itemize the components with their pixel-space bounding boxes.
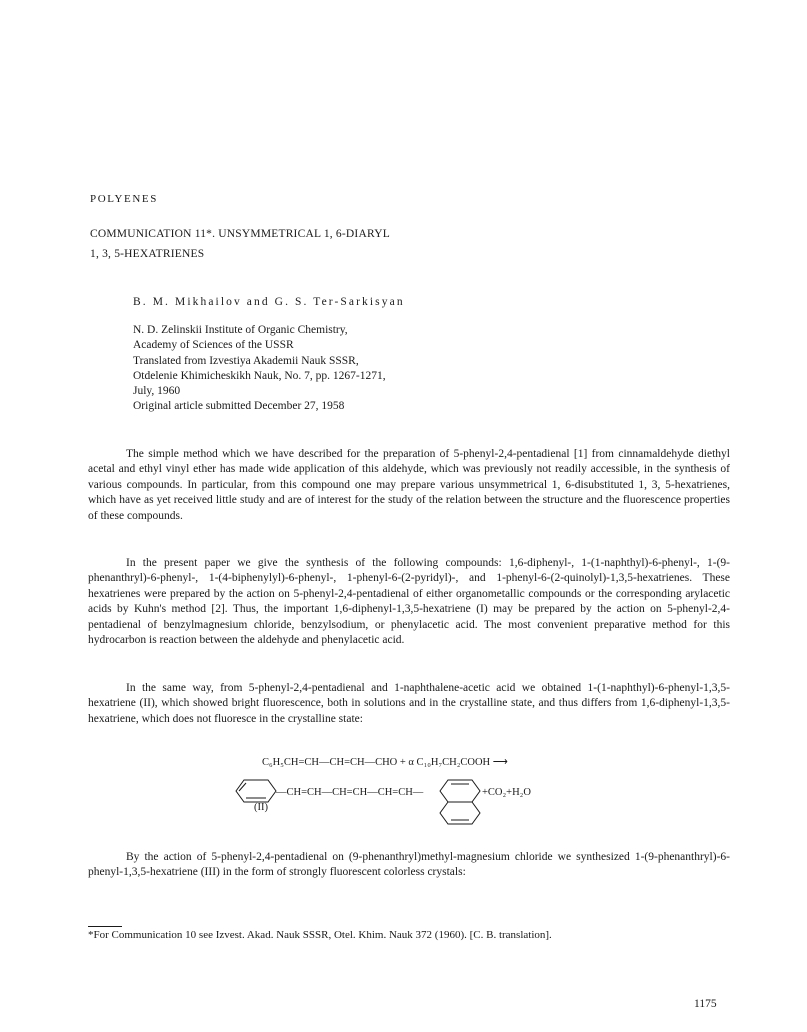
affiliation-line: July, 1960 bbox=[133, 385, 181, 398]
affiliation-line: Academy of Sciences of the USSR bbox=[133, 339, 294, 352]
paragraph-compounds: In the present paper we give the synthesis of the following compounds: 1,6-diphenyl-, 1-(1-naphthyl)-6-phenyl-, 1-(9-phenanthryl)-6-phenyl-, 1-(4-biphenylyl)-6-phenyl-, 1-phenyl-6-(2-pyridyl)-, and 1-phenyl-6-(2-quinolyl)-1,3,5-hexatrienes. These hexatrienes were prepared by the action on 5-phenyl-2,4-pentadienal of either organometallic compounds or the corresponding arylacetic acids by Kuhn's method [2]. Thus, the important 1,6-diphenyl-1,3,5-hexatriene (I) may be prepared by the action on 5-phenyl-2,4-pentadienal of benzylmagnesium chloride, benzylsodium, or phenylacetic acid. The most convenient preparative method for this hydrocarbon is reaction between the aldehyde and phenylacetic acid. bbox=[88, 557, 730, 647]
affiliation-line: N. D. Zelinskii Institute of Organic Chemistry, bbox=[133, 324, 348, 336]
title-line-1: COMMUNICATION 11*. UNSYMMETRICAL 1, 6-DIARYL bbox=[90, 228, 390, 240]
scheme-compound-label: (II) bbox=[254, 802, 268, 813]
scheme-chain: —CH=CH—CH=CH—CH=CH— bbox=[276, 787, 424, 798]
scheme-reactants: C₆H₅CH=CH—CH=CH—CHO + α C₁₀H₇CH₂COOH ⟶ bbox=[262, 757, 508, 768]
paragraph-phenanthryl: By the action of 5-phenyl-2,4-pentadienal on (9-phenanthryl)methyl-magnesium chloride we synthesized 1-(9-phenanthryl)-6-phenyl-1,3,5-hexatriene (III) in the form of strongly fluorescent colorless crystals: bbox=[88, 851, 730, 879]
article-title bbox=[90, 224, 390, 264]
naphthalene-ring-icon bbox=[440, 780, 480, 824]
title-line-2: 1, 3, 5-HEXATRIENES bbox=[90, 248, 205, 260]
affiliation-line: Translated from Izvestiya Akademii Nauk SSSR, bbox=[133, 354, 359, 367]
phenyl-ring-icon bbox=[236, 780, 276, 802]
section-label: POLYENES bbox=[90, 193, 158, 205]
affiliation-block bbox=[133, 323, 386, 415]
paragraph-intro: The simple method which we have described for the preparation of 5-phenyl-2,4-pentadienal [1] from cinnamaldehyde diethyl acetal and ethyl vinyl ether has made wide application of this aldehyde, which was previously not readily accessible, in the synthesis of various compounds. In particular, from this compound one may prepare various unsymmetrical 1, 6-disubstituted 1, 3, 5-hexatrienes, which have as yet received little study and are of interest for the study of the relation between the structure and the fluorescence properties of these compounds. bbox=[88, 448, 730, 522]
footnote: *For Communication 10 see Izvest. Akad. Nauk SSSR, Otel. Khim. Nauk 372 (1960). [C. B. translation]. bbox=[88, 929, 552, 941]
footnote-divider bbox=[88, 926, 122, 927]
scheme-byproducts: +CO₂+H₂O bbox=[482, 787, 531, 798]
paragraph-naphthyl: In the same way, from 5-phenyl-2,4-pentadienal and 1-naphthalene-acetic acid we obtained 1-(1-naphthyl)-6-phenyl-1,3,5-hexatriene (II), which showed bright fluorescence, both in solutions and in the crystalline state, and thus differs from 1,6-diphenyl-1,3,5-hexatriene, which does not fluoresce in the crystalline state: bbox=[88, 682, 730, 725]
affiliation-line: Otdelenie Khimicheskikh Nauk, No. 7, pp. 1267-1271, bbox=[133, 369, 386, 382]
authors: B. M. Mikhailov and G. S. Ter-Sarkisyan bbox=[133, 296, 405, 308]
reaction-scheme bbox=[230, 752, 590, 842]
affiliation-line: Original article submitted December 27, 1958 bbox=[133, 400, 345, 413]
page-number: 1175 bbox=[694, 998, 717, 1010]
